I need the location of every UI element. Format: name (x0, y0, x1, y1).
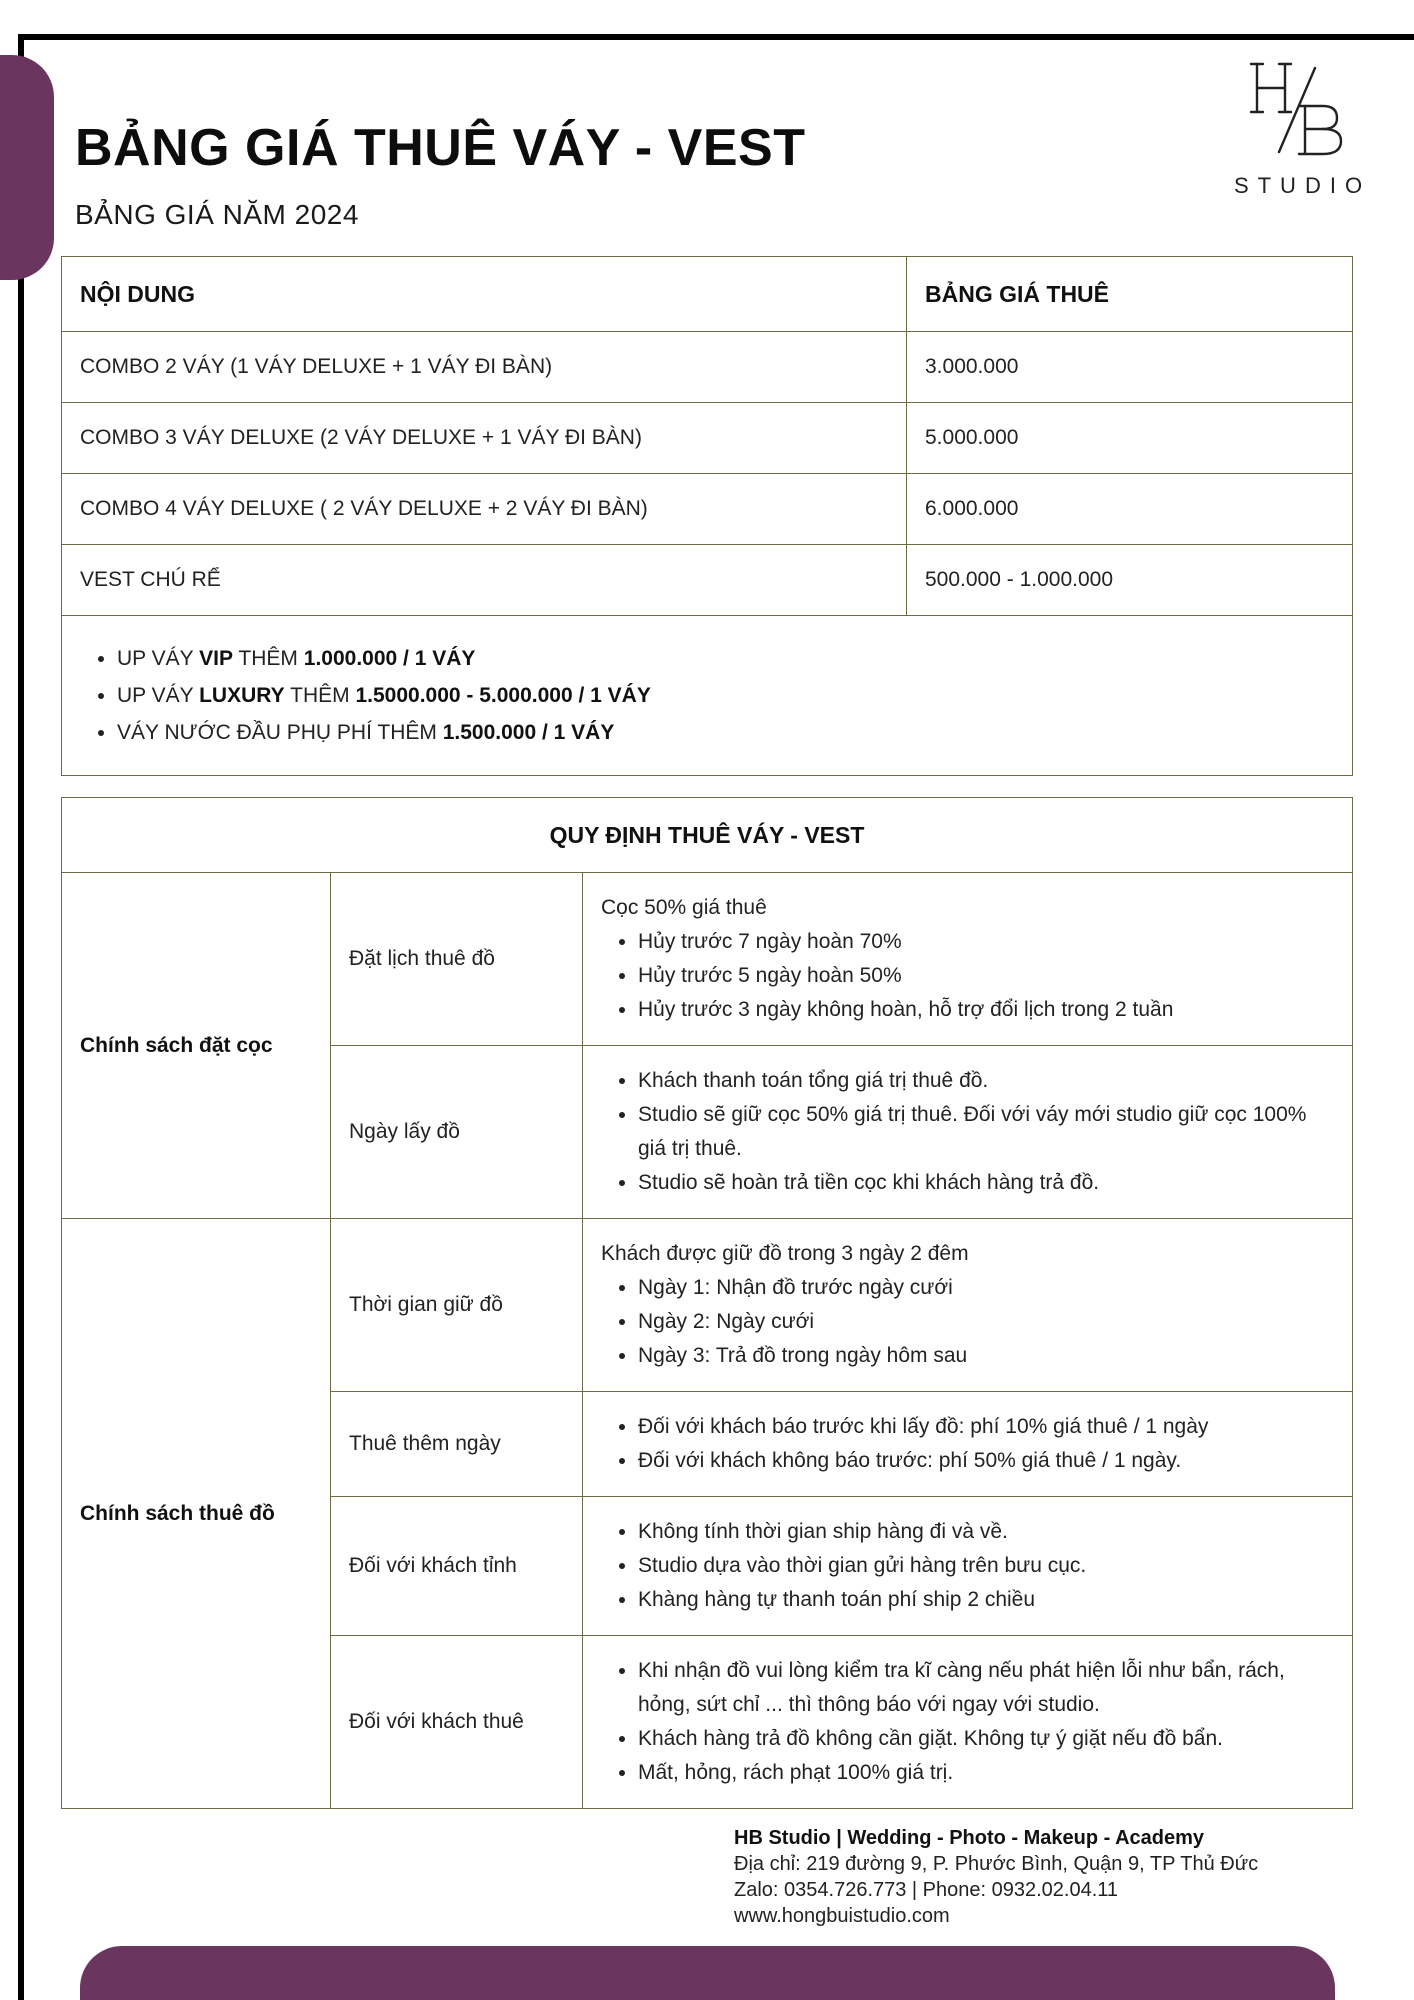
rule-detail (583, 1046, 1353, 1219)
footer-website[interactable]: www.hongbuistudio.com (734, 1905, 950, 1927)
column-header-price: BẢNG GIÁ THUÊ (907, 257, 1353, 332)
footer-brand: HB Studio | Wedding - Photo - Makeup - Academy (734, 1827, 1205, 1849)
list-item: • Hủy trước 5 ngày hoàn 50% (638, 959, 1334, 993)
list-item: • Khi nhận đồ vui lòng kiểm tra kĩ càng nếu phát hiện lỗi như bẩn, rách, hỏng, sứt chỉ ... thì thông báo với ngay với studio. (638, 1654, 1334, 1722)
rule-list (601, 1410, 1334, 1478)
note-text: UP VÁY (117, 647, 200, 670)
rule-label: Đặt lịch thuê đồ (331, 873, 583, 1046)
list-item: • Khách thanh toán tổng giá trị thuê đồ. (638, 1064, 1334, 1098)
column-header-content: NỘI DUNG (62, 257, 907, 332)
footer-contact-numbers: Zalo: 0354.726.773 | Phone: 0932.02.04.11 (734, 1879, 1119, 1901)
list-item: • Ngày 2: Ngày cưới (638, 1305, 1334, 1339)
list-item: • Đối với khách không báo trước: phí 50% giá thuê / 1 ngày. (638, 1444, 1334, 1478)
list-item: • Hủy trước 3 ngày không hoàn, hỗ trợ đổi lịch trong 2 tuần (638, 993, 1334, 1027)
list-item: • Không tính thời gian ship hàng đi và về. (638, 1515, 1334, 1549)
item-cell: VEST CHÚ RỂ (62, 545, 907, 616)
note-text: THÊM (284, 684, 356, 707)
rule-list (601, 1515, 1334, 1617)
note-text: VÁY NƯỚC ĐẦU PHỤ PHÍ THÊM (117, 721, 443, 744)
price-cell: 6.000.000 (907, 474, 1353, 545)
notes-list (117, 640, 1334, 751)
note-tier: LUXURY (199, 684, 285, 707)
price-cell: 5.000.000 (907, 403, 1353, 474)
rule-label: Ngày lấy đồ (331, 1046, 583, 1219)
rule-detail (583, 1392, 1353, 1497)
list-item: • Studio dựa vào thời gian gửi hàng trên bưu cục. (638, 1549, 1334, 1583)
page-title: BẢNG GIÁ THUÊ VÁY - VEST (75, 119, 806, 177)
table-row (62, 474, 1353, 545)
item-cell: COMBO 3 VÁY DELUXE (2 VÁY DELUXE + 1 VÁY ĐI BÀN) (62, 403, 907, 474)
surcharge-notes (62, 616, 1353, 776)
page-subtitle: BẢNG GIÁ NĂM 2024 (75, 199, 359, 230)
list-item (117, 640, 1334, 677)
list-item: • Ngày 1: Nhận đồ trước ngày cưới (638, 1271, 1334, 1305)
note-price: 1.000.000 / 1 VÁY (303, 647, 476, 670)
studio-logo (1215, 60, 1390, 200)
list-item: • Khàng hàng tự thanh toán phí ship 2 chiều (638, 1583, 1334, 1617)
list-item: • Studio sẽ hoàn trả tiền cọc khi khách hàng trả đồ. (638, 1166, 1334, 1200)
rule-detail (583, 1497, 1353, 1636)
rule-list (601, 1271, 1334, 1373)
list-item: • Hủy trước 7 ngày hoàn 70% (638, 925, 1334, 959)
rule-intro: Khách được giữ đồ trong 3 ngày 2 đêm (601, 1242, 969, 1265)
rule-detail (583, 873, 1353, 1046)
list-item: • Đối với khách báo trước khi lấy đồ: phí 10% giá thuê / 1 ngày (638, 1410, 1334, 1444)
rules-table (61, 797, 1353, 1809)
list-item: • Ngày 3: Trả đồ trong ngày hôm sau (638, 1339, 1334, 1373)
note-text: THÊM (232, 647, 304, 670)
logo-text: STUDIO (1233, 173, 1372, 198)
table-row (62, 1219, 1353, 1392)
frame-top-border (23, 34, 1414, 40)
note-price: 1.5000.000 - 5.000.000 / 1 VÁY (355, 684, 651, 707)
note-text: UP VÁY (117, 684, 200, 707)
note-price: 1.500.000 / 1 VÁY (442, 721, 615, 744)
price-cell: 500.000 - 1.000.000 (907, 545, 1353, 616)
rule-list (601, 1064, 1334, 1200)
price-table-header (62, 257, 1353, 332)
table-row (62, 332, 1353, 403)
footer-address: Địa chỉ: 219 đường 9, P. Phước Bình, Quận 9, TP Thủ Đức (734, 1853, 1259, 1875)
item-cell: COMBO 2 VÁY (1 VÁY DELUXE + 1 VÁY ĐI BÀN) (62, 332, 907, 403)
list-item: • Khách hàng trả đồ không cần giặt. Không tự ý giặt nếu đồ bẩn. (638, 1722, 1334, 1756)
item-cell: COMBO 4 VÁY DELUXE ( 2 VÁY DELUXE + 2 VÁY ĐI BÀN) (62, 474, 907, 545)
table-row (62, 403, 1353, 474)
footer-contact (734, 1825, 1374, 1929)
rule-detail (583, 1636, 1353, 1809)
list-item: • Mất, hỏng, rách phạt 100% giá trị. (638, 1756, 1334, 1790)
list-item (117, 714, 1334, 751)
note-tier: VIP (199, 647, 233, 670)
list-item (117, 677, 1334, 714)
rule-list (601, 1654, 1334, 1790)
category-rental: Chính sách thuê đồ (62, 1219, 331, 1809)
hb-monogram-icon (1249, 60, 1349, 160)
rule-label: Đối với khách tỉnh (331, 1497, 583, 1636)
rule-label: Thời gian giữ đồ (331, 1219, 583, 1392)
rule-intro: Cọc 50% giá thuê (601, 896, 767, 919)
price-table (61, 256, 1353, 776)
notes-row (62, 616, 1353, 776)
rule-label: Thuê thêm ngày (331, 1392, 583, 1497)
rules-header (62, 798, 1353, 873)
decorative-bottom-bar (80, 1946, 1335, 2000)
rule-list (601, 925, 1334, 1027)
rules-title: QUY ĐỊNH THUÊ VÁY - VEST (62, 798, 1353, 873)
rule-detail (583, 1219, 1353, 1392)
category-deposit: Chính sách đặt cọc (62, 873, 331, 1219)
price-cell: 3.000.000 (907, 332, 1353, 403)
rule-label: Đối với khách thuê (331, 1636, 583, 1809)
table-row (62, 873, 1353, 1046)
list-item: • Studio sẽ giữ cọc 50% giá trị thuê. Đối với váy mới studio giữ cọc 100% giá trị thuê. (638, 1098, 1334, 1166)
frame-left-border (18, 34, 24, 2000)
table-row (62, 545, 1353, 616)
decorative-tab (0, 55, 54, 280)
